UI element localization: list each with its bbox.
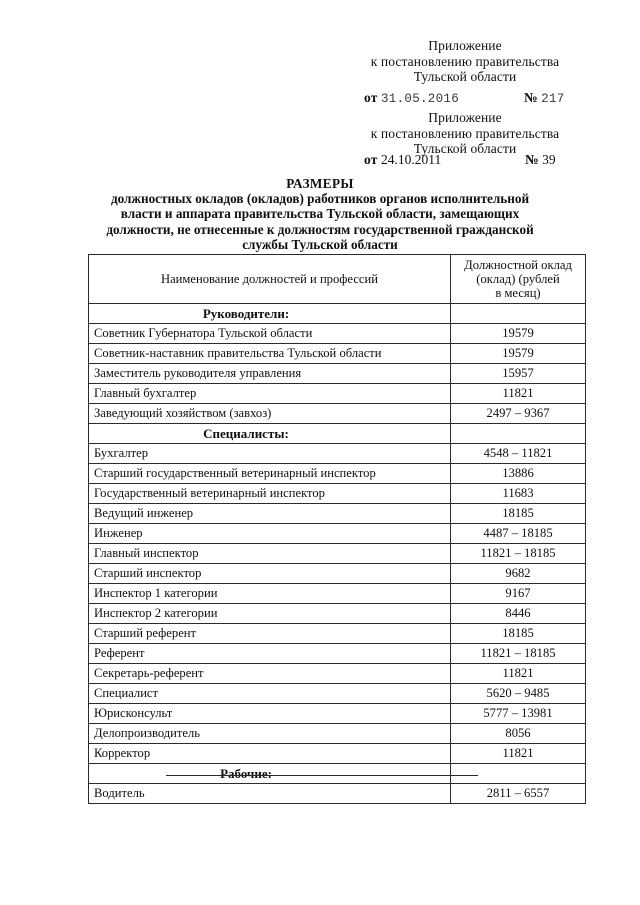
salary-amount: 19579 [451,344,586,364]
table-row [89,464,586,484]
table-row [89,524,586,544]
appendix-reference-2 [320,110,610,157]
salary-amount: 2497 – 9367 [451,404,586,424]
position-name: Инженер [89,524,451,544]
position-name: Главный бухгалтер [89,384,451,404]
position-name: Делопроизводитель [89,724,451,744]
table-row [89,724,586,744]
salary-amount [451,304,586,324]
position-name: Инспектор 1 категории [89,584,451,604]
appendix-1-date-value: 31.05.2016 [380,92,459,106]
table-row [89,784,586,804]
position-name: Заместитель руководителя управления [89,364,451,384]
column-header-salary-line-2: (оклад) (рублей [476,272,560,286]
table-row [89,384,586,404]
salary-amount: 4548 – 11821 [451,444,586,464]
position-name: Ведущий инженер [89,504,451,524]
salary-amount: 11821 [451,384,586,404]
table-row [89,624,586,644]
appendix-1-line-3: Тульской области [413,69,517,84]
table-row [89,364,586,384]
table-section-row [89,764,586,784]
position-name: Референт [89,644,451,664]
salary-amount [451,424,586,444]
appendix-1-number-group [524,90,565,107]
column-header-salary-amount [451,255,586,304]
appendix-2-date-label: от [364,152,378,167]
salary-amount: 4487 – 18185 [451,524,586,544]
position-name: Бухгалтер [89,444,451,464]
position-name: Старший государственный ветеринарный инспектор [89,464,451,484]
salary-amount: 11683 [451,484,586,504]
appendix-1-line-1: Приложение [428,38,502,53]
salary-amount [451,764,586,784]
title-subtitle-line-3: должности, не отнесенные к должностям государственной гражданской [106,221,534,237]
position-name: Старший инспектор [89,564,451,584]
salary-amount: 9682 [451,564,586,584]
salary-amount: 11821 – 18185 [451,544,586,564]
appendix-2-date-line [364,152,594,168]
position-name: Советник-наставник правительства Тульской области [89,344,451,364]
table-header-row [89,255,586,304]
table-row [89,324,586,344]
salary-amount: 13886 [451,464,586,484]
table-row [89,444,586,464]
table-row [89,564,586,584]
title-subtitle-line-4: службы Тульской области [242,236,398,252]
position-name: Секретарь-референт [89,664,451,684]
position-name: Государственный ветеринарный инспектор [89,484,451,504]
table-row [89,544,586,564]
section-label: Специалисты: [89,424,451,444]
document-title [60,176,580,252]
section-label: Рабочие: [89,764,451,784]
appendix-1-line-2: к постановлению правительства [370,53,560,69]
salary-amount: 11821 – 18185 [451,644,586,664]
table-row [89,684,586,704]
table-section-row [89,424,586,444]
title-subtitle-line-2: власти и аппарата правительства Тульской области, замещающих [120,206,520,222]
salary-amount: 2811 – 6557 [451,784,586,804]
table-row [89,604,586,624]
appendix-2-line-3: Тульской области [413,141,517,156]
table-body [89,304,586,804]
table-row [89,744,586,764]
position-name: Главный инспектор [89,544,451,564]
position-name: Специалист [89,684,451,704]
appendix-2-number-value: 39 [542,152,556,167]
appendix-2-number-label: № [525,152,539,167]
appendix-1-date-line [364,90,594,107]
appendix-1-number-value: 217 [541,92,565,106]
appendix-2-line-1: Приложение [428,110,502,125]
table-row [89,664,586,684]
bottom-divider-rule [166,775,478,776]
table-row [89,504,586,524]
table-row [89,404,586,424]
salary-amount: 11821 [451,664,586,684]
table-row [89,704,586,724]
salary-amount: 18185 [451,624,586,644]
salary-amount: 15957 [451,364,586,384]
column-header-salary-line-3: в месяц) [495,286,541,300]
appendix-2-line-2: к постановлению правительства [370,125,560,141]
salary-amount: 9167 [451,584,586,604]
table-row [89,584,586,604]
column-header-salary-line-1: Должностной оклад [464,258,572,272]
position-name: Заведующий хозяйством (завхоз) [89,404,451,424]
title-subtitle-line-1: должностных окладов (окладов) работников органов исполнительной [110,191,530,207]
salary-amount: 5620 – 9485 [451,684,586,704]
appendix-2-number-group [525,152,556,168]
salary-amount: 5777 – 13981 [451,704,586,724]
table-row [89,644,586,664]
table-row [89,344,586,364]
title-heading: РАЗМЕРЫ [286,176,354,191]
section-label: Руководители: [89,304,451,324]
salary-amount: 19579 [451,324,586,344]
appendix-1-date-label: от [364,90,378,105]
salary-amount: 18185 [451,504,586,524]
position-name: Старший референт [89,624,451,644]
table-header [89,255,586,304]
salary-amount: 11821 [451,744,586,764]
position-name: Советник Губернатора Тульской области [89,324,451,344]
position-name: Корректор [89,744,451,764]
column-header-position-name: Наименование должностей и профессий [89,255,451,304]
salary-amount: 8056 [451,724,586,744]
appendix-1-number-label: № [524,90,538,105]
appendix-reference-1 [320,38,610,85]
salary-table [88,254,586,804]
salary-amount: 8446 [451,604,586,624]
table-row [89,484,586,504]
appendix-2-date-value: 24.10.2011 [380,152,442,167]
position-name: Юрисконсульт [89,704,451,724]
position-name: Инспектор 2 категории [89,604,451,624]
table-section-row [89,304,586,324]
position-name: Водитель [89,784,451,804]
